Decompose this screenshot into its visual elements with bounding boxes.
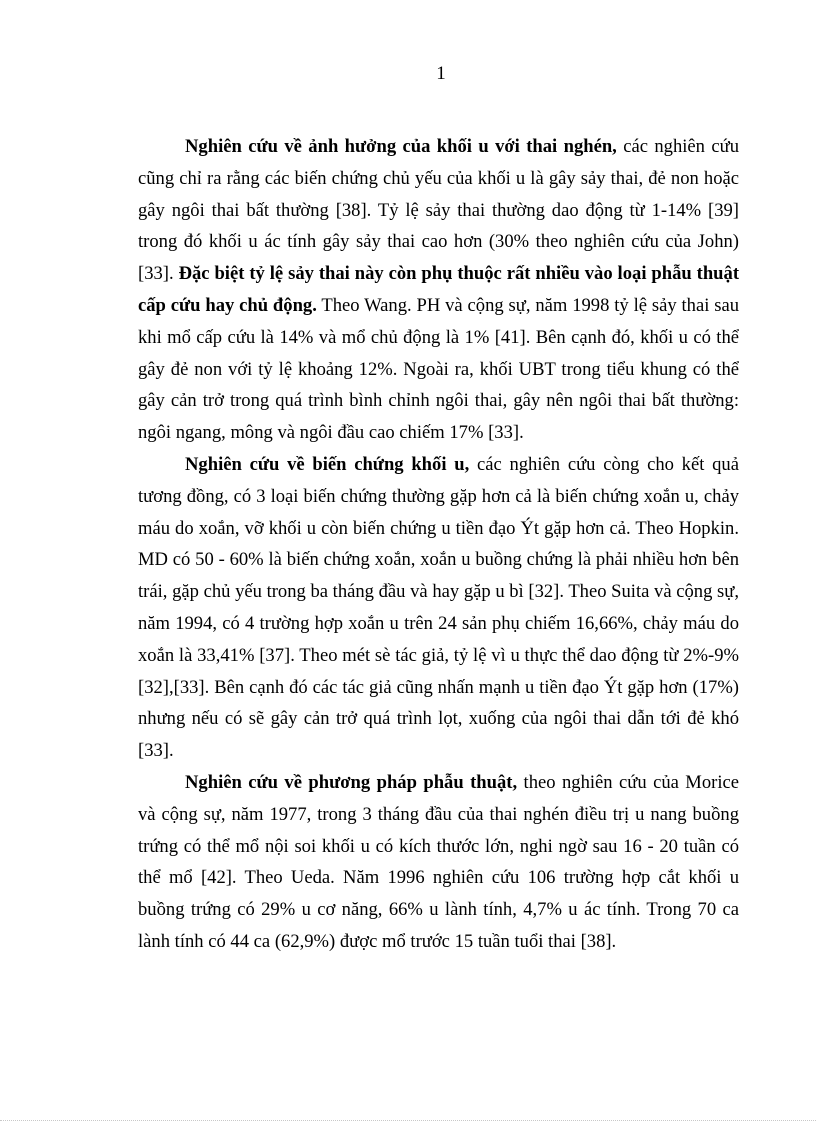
paragraph-text: các nghiên cứu còng cho kết quả tương đồng, có 3 loại biến chứng thường gặp hơn cả là biến chứng xoắn u, chảy máu do xoắn, vỡ khối u còn biến chứng u tiền đạo Ýt gặp hơn cả. Theo Hopkin. MD có 50 - 60% là biến chứng xoắn, xoắn u buồng chứng là phải nhiều hơn bên trái, gặp chủ yếu trong ba tháng đầu và hay gặp u bì [32]. Theo Suita và cộng sự, năm 1994, có 4 trường hợp xoắn u trên 24 sản phụ chiếm 16,66%, chảy máu do xoắn là 33,41% [37]. Theo mét sè tác giả, tỷ lệ vì u thực thể dao động từ 2%-9% [32],[33]. Bên cạnh đó các tác giả cũng nhấn mạnh u tiền đạo Ýt gặp hơn (17%) nhưng nếu có sẽ gây cản trở quá trình lọt, xuống của ngôi thai dẫn tới đẻ khó [33]. (138, 453, 739, 762)
paragraph-heading-tumor-complications: Nghiên cứu về biến chứng khối u, (185, 453, 470, 475)
paragraph-surgical-methods (138, 767, 739, 958)
paragraph-text: theo nghiên cứu của Morice và cộng sự, năm 1977, trong 3 tháng đầu của thai nghén điều trị u nang buồng trứng có thể mổ nội soi khối u có kích thước lớn, nghi ngờ sau 16 - 20 tuần có thể mổ [42]. Theo Ueda. Năm 1996 nghiên cứu 106 trường hợp cắt khối u buồng trứng có 29% u cơ năng, 66% u lành tính, 4,7% u ác tính. Trong 70 ca lành tính có 44 ca (62,9%) được mổ trước 15 tuần tuổi thai [38]. (138, 771, 740, 952)
paragraph-heading-surgical-methods: Nghiên cứu về phương pháp phẫu thuật, (185, 771, 518, 793)
paragraph-tumor-complications (138, 449, 739, 767)
page-bottom-divider (0, 1120, 816, 1121)
paragraph-emphasis: Đặc biệt tỷ lệ sảy thai này còn phụ thuộc rất nhiều vào loại phẫu thuật cấp cứu hay chủ động. (138, 263, 740, 316)
paragraph-heading-pregnancy-effects: Nghiên cứu về ảnh hưởng của khối u với thai nghén, (185, 136, 617, 157)
paragraph-pregnancy-effects (138, 131, 739, 449)
page-number: 1 (436, 63, 446, 84)
body-text (138, 131, 739, 958)
paragraph-text: các nghiên cứu cũng chỉ ra rằng các biến chứng chủ yếu của khối u là gây sảy thai, đẻ non hoặc gây ngôi thai bất thường [38]. Tỷ lệ sảy thai thường dao động từ 1-14% [39] trong đó khối u ác tính gây sảy thai cao hơn (30% theo nghiên cứu của John) [33]. (138, 136, 740, 285)
paragraph-text: Theo Wang. PH và cộng sự, năm 1998 tỷ lệ sảy thai sau khi mổ cấp cứu là 14% và mổ chủ động là 1% [41]. Bên cạnh đó, khối u có thể gây đẻ non với tỷ lệ khoảng 12%. Ngoài ra, khối UBT trong tiểu khung có thể gây cản trở trong quá trình bình chỉnh ngôi thai, gây nên ngôi thai bất thường: ngôi ngang, mông và ngôi đầu cao chiếm 17% [33]. (138, 294, 739, 444)
